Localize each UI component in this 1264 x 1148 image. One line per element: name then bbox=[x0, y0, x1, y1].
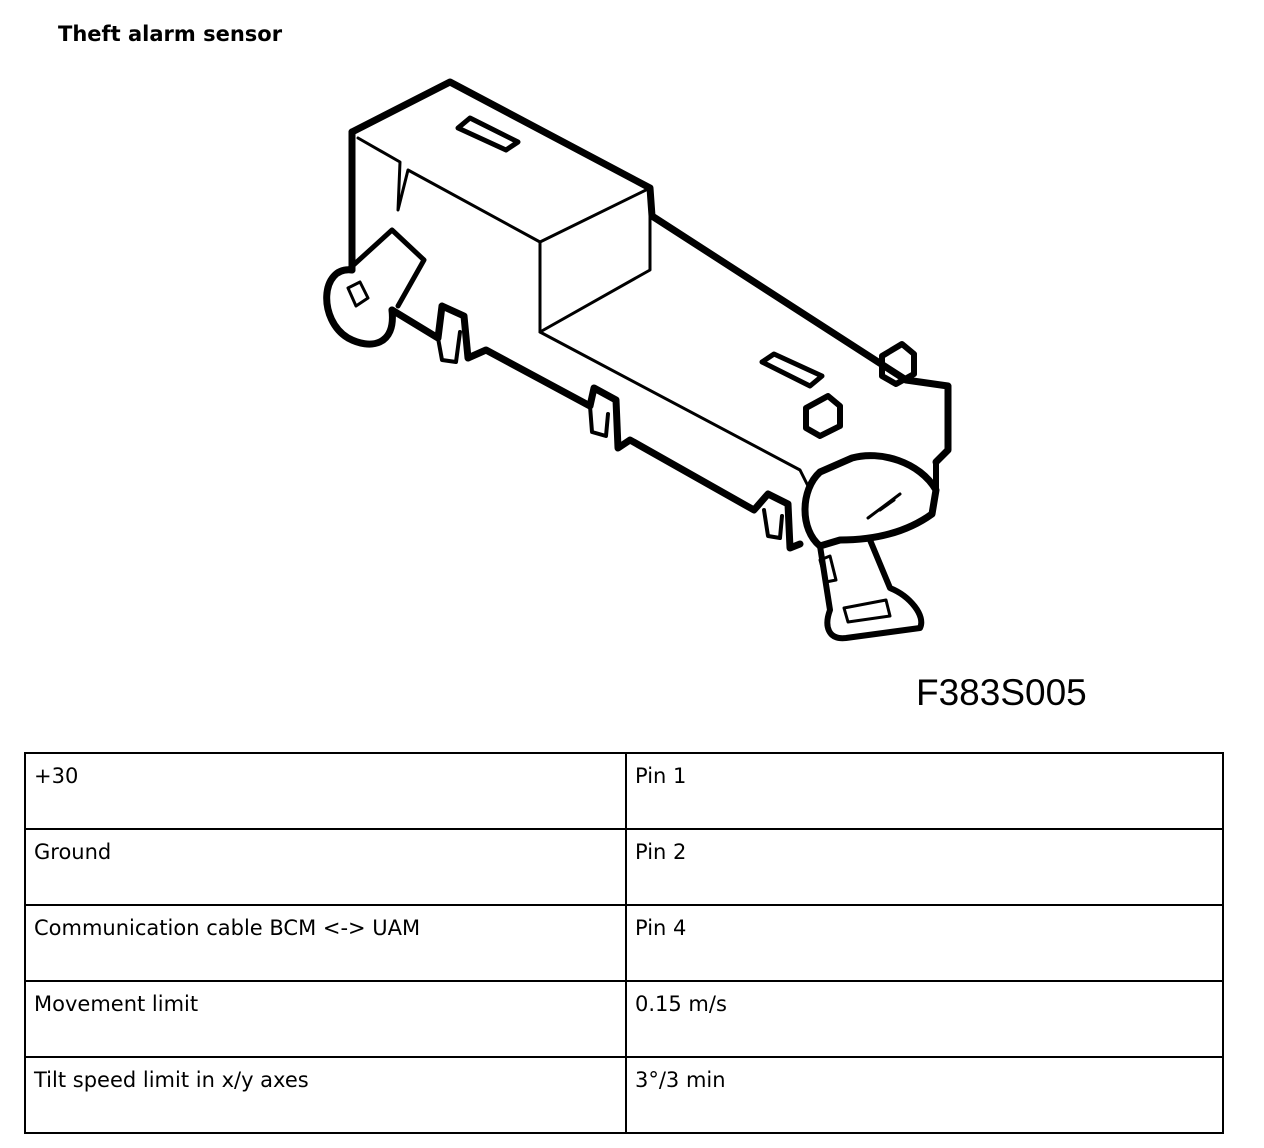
figure-code: F383S005 bbox=[916, 672, 1087, 713]
table-cell-value: 3°/3 min bbox=[626, 1057, 1223, 1133]
table-cell-label: Movement limit bbox=[25, 981, 626, 1057]
sensor-illustration bbox=[300, 70, 980, 670]
page-title: Theft alarm sensor bbox=[58, 22, 283, 46]
table-row bbox=[25, 981, 1223, 1057]
table-cell-label: Ground bbox=[25, 829, 626, 905]
table-row bbox=[25, 1057, 1223, 1133]
table-cell-value: Pin 1 bbox=[626, 753, 1223, 829]
table-cell-label: Communication cable BCM <-> UAM bbox=[25, 905, 626, 981]
specs-table bbox=[24, 752, 1224, 1134]
table-cell-value: 0.15 m/s bbox=[626, 981, 1223, 1057]
table-row bbox=[25, 753, 1223, 829]
table-cell-label: +30 bbox=[25, 753, 626, 829]
table-cell-label: Tilt speed limit in x/y axes bbox=[25, 1057, 626, 1133]
table-row bbox=[25, 905, 1223, 981]
table-row bbox=[25, 829, 1223, 905]
table-cell-value: Pin 4 bbox=[626, 905, 1223, 981]
table-cell-value: Pin 2 bbox=[626, 829, 1223, 905]
